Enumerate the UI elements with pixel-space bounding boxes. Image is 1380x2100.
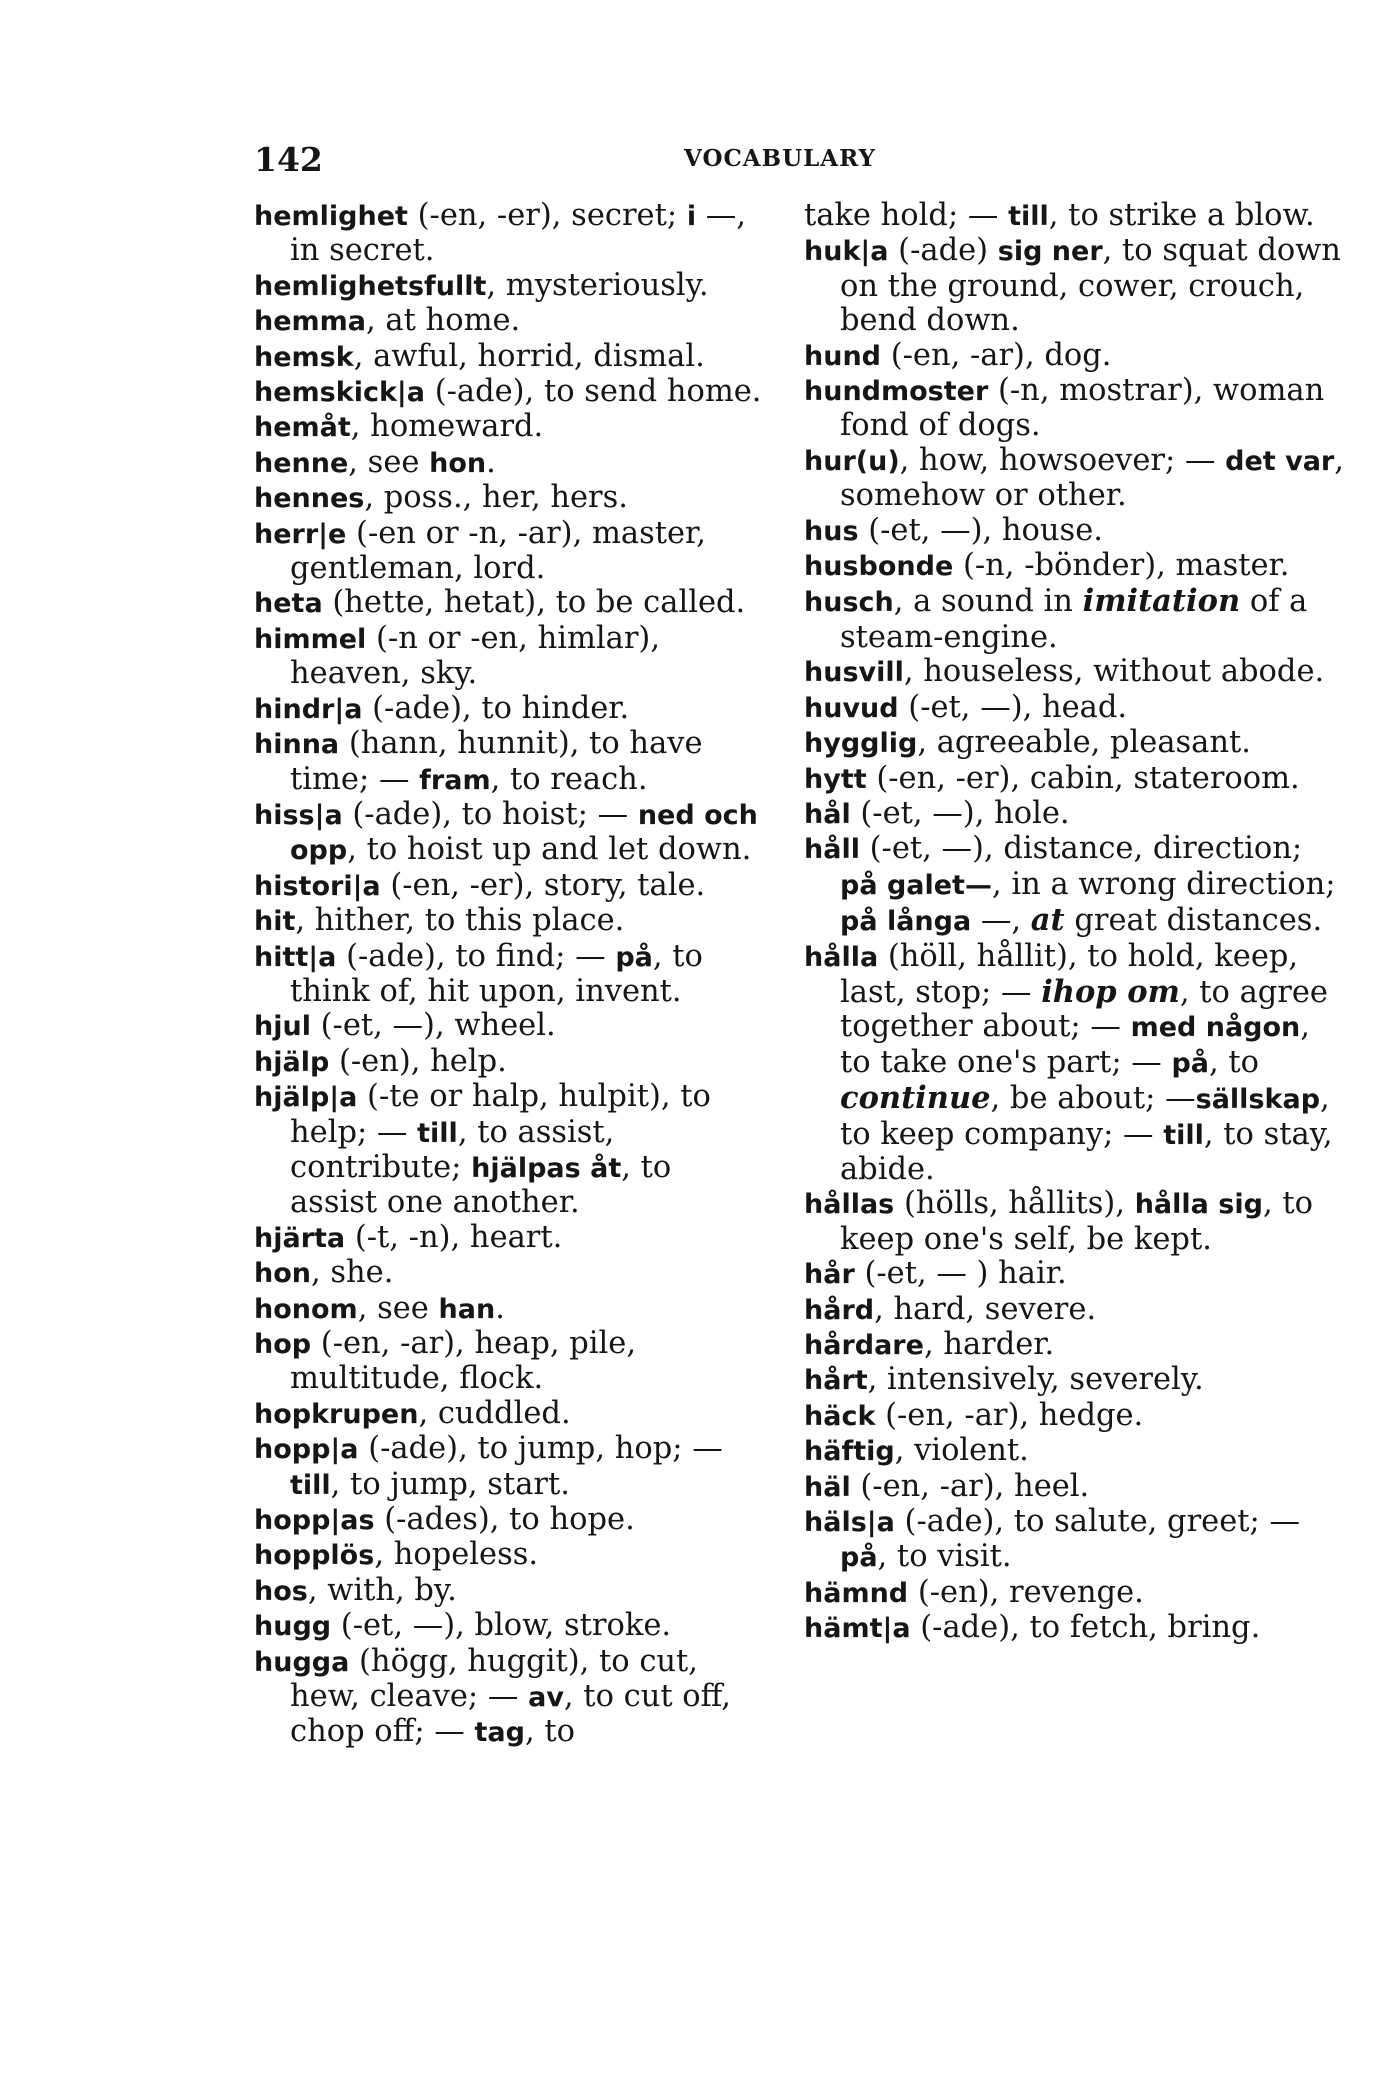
running-head: VOCABULARY [684,145,876,172]
definition-text: (hette, hetat), to be called. [322,585,746,621]
vocabulary-entry [804,444,1344,514]
vocabulary-entry [804,1187,1344,1257]
vocabulary-entry [254,199,766,269]
definition-text: , to assist one another. [290,1149,672,1221]
definition-text: (hann, hunnit), to have time; — [290,726,703,797]
vocabulary-entry [254,1397,766,1432]
definition-text: of a steam-engine. [840,584,1308,655]
headword: håll [804,834,860,866]
headword: heta [254,588,323,620]
definition-text: (-et, —), wheel. [310,1008,556,1044]
definition-text: (-et, —), hole. [850,795,1070,831]
vocabulary-entry [804,514,1344,549]
vocabulary-entry [254,869,766,904]
headword: hjälp [254,1046,330,1078]
headword: hjälp|a [254,1082,358,1114]
definition-text: , to [1209,1044,1260,1080]
definition-text: great distances. [1064,903,1323,939]
vocabulary-entry [804,691,1344,726]
headword: husch [804,587,894,619]
vocabulary-entry [254,586,766,621]
definition-text: (höll, hållit), to hold, keep, last, stop; — [840,938,1299,1010]
definition-text: (-n, -bönder), master. [953,548,1290,584]
vocabulary-entry [254,269,766,304]
vocabulary-entry [254,517,766,587]
vocabulary-entry [804,832,1344,939]
vocabulary-entry [804,234,1344,338]
vocabulary-entry [254,1292,766,1327]
vocabulary-entry [254,940,766,1010]
definition-text: , hither, to this place. [295,903,625,939]
headword: himmel [254,623,367,655]
headword: hopp|a [254,1434,359,1466]
definition-text: , mysteriously. [486,267,709,303]
headword: hitt|a [254,941,337,973]
vocabulary-entry [804,199,1344,234]
headword: hop [254,1329,312,1360]
vocabulary-entry [254,692,766,727]
definition-text: , to visit. [877,1539,1012,1575]
swedish-phrase: på [1171,1047,1210,1079]
definition-text: , to stay, abide. [840,1116,1333,1187]
definition-text: (-en, -er), secret; [407,198,687,233]
vocabulary-entry [254,1503,766,1538]
headword: hus [804,515,859,547]
vocabulary-entry [254,1432,766,1503]
definition-text: . [486,444,496,480]
headword: hund [804,340,881,372]
swedish-phrase: till [290,1469,331,1501]
italic-text: ihop om [1041,973,1180,1010]
vocabulary-entry [254,1327,766,1397]
vocabulary-entry [804,1257,1344,1292]
vocabulary-entry [254,727,766,798]
headword: huvud [804,692,899,724]
definition-text: , to take one's part; — [840,1009,1310,1080]
headword: hålla [804,941,879,973]
definition-text: , to squat down on the ground, cower, crouch, bend down. [840,233,1341,339]
headword: hon [254,1258,311,1290]
definition-text: , harder. [923,1327,1055,1362]
headword: hiss|a [254,799,343,831]
vocabulary-entry [804,1576,1344,1611]
swedish-phrase: till [417,1117,458,1149]
definition-text: , intensively, severely. [867,1362,1204,1398]
definition-text: , awful, horrid, dismal. [353,338,705,374]
headword: husbonde [804,551,954,583]
vocabulary-entry [254,1009,766,1044]
vocabulary-entry [804,1505,1344,1576]
definition-text: (-et, —), distance, direction; [859,831,1303,867]
page-number: 142 [254,140,323,179]
headword: hjul [254,1011,311,1043]
headword: husvill [804,657,904,689]
swedish-phrase: på [840,1542,878,1574]
page-header [254,140,1330,180]
definition-text: , to agree together about; — [840,974,1328,1045]
vocabulary-entry [254,1645,766,1751]
definition-text: (-en, -ar), dog. [881,337,1112,373]
vocabulary-entry [804,1434,1344,1469]
definition-text: , see [348,444,430,480]
italic-text: continue [840,1080,991,1117]
definition-text: (-ade), to salute, greet; — [894,1504,1300,1540]
headword: hårt [804,1365,868,1397]
vocabulary-entry [254,1045,766,1080]
definition-text: , poss., her, hers. [364,480,628,516]
vocabulary-entry [254,410,766,445]
vocabulary-entry [254,1538,766,1573]
vocabulary-entry [804,762,1344,797]
definition-text: (-te or halp, hulpit), to help; — [290,1079,711,1150]
definition-text: (-en, -er), cabin, stateroom. [866,760,1300,796]
vocabulary-entry [254,1609,766,1644]
headword: hemlighet [254,201,408,232]
definition-text: , cuddled. [418,1395,571,1431]
vocabulary-entry [254,1256,766,1291]
definition-text: , to keep one's self, be kept. [840,1186,1313,1257]
swedish-phrase: ned och opp [290,799,758,867]
vocabulary-entry [254,446,766,481]
vocabulary-entry [254,904,766,939]
definition-text: , homeward. [350,409,544,445]
swedish-phrase: hon [429,447,487,479]
definition-text: , hopeless. [374,1537,539,1573]
definition-text: (-et, —), blow, stroke. [331,1608,672,1644]
headword: häck [804,1400,876,1432]
vocabulary-entry [804,726,1344,761]
vocabulary-entry [804,1293,1344,1328]
vocabulary-entry [254,340,766,375]
definition-text: (-en or -n, -ar), master, gentleman, lord. [290,515,706,587]
definition-text: (-ade) [888,233,998,269]
definition-text: , hard, severe. [874,1291,1097,1327]
vocabulary-entry [254,1221,766,1256]
definition-text: , agreeable, pleasant. [917,725,1251,761]
headword: hårdare [804,1330,924,1361]
vocabulary-entry [254,798,766,869]
swedish-phrase: det var [1225,445,1335,477]
vocabulary-entry [804,374,1344,444]
headword: hur(u) [804,445,900,477]
headword: hemåt [254,412,351,444]
definition-text: take hold; — [804,198,1009,233]
swedish-phrase: till [1008,201,1049,232]
headword: häl [804,1471,851,1503]
headword: hemma [254,306,367,338]
definition-text: (-n, mostrar), woman fond of dogs. [840,373,1325,444]
definition-text: , in a wrong direction; [991,866,1336,902]
headword: hållas [804,1189,895,1221]
vocabulary-entry [804,797,1344,832]
vocabulary-entry [254,1080,766,1221]
vocabulary-entry [804,339,1344,374]
definition-text: , a sound in [893,584,1083,620]
definition-text: , to strike a blow. [1048,198,1315,233]
headword: huk|a [804,236,889,268]
definition-text: (-ades), to hope. [374,1502,635,1538]
vocabulary-entry [804,1328,1344,1363]
swedish-phrase: sällskap [1195,1084,1321,1116]
definition-text: (hölls, hållits), [894,1186,1135,1222]
definition-text: (-en), help. [329,1043,507,1079]
headword: hemsk [254,341,354,373]
vocabulary-entry [254,622,766,692]
definition-text: (-et, — ) hair. [854,1256,1067,1292]
headword: häftig [804,1436,895,1468]
definition-text: , be about; — [990,1081,1196,1117]
definition-text: —, [971,903,1031,939]
swedish-phrase: på långa [840,906,972,938]
definition-text: , to [524,1714,575,1750]
swedish-phrase: i [686,201,697,232]
headword: hygglig [804,728,918,760]
headword: hindr|a [254,693,363,725]
headword: honom [254,1293,358,1325]
headword: hit [254,906,296,938]
definition-text: , to think of, hit upon, invent. [290,938,703,1009]
definition-text: (-en, -ar), heel. [850,1468,1090,1504]
swedish-phrase: han [438,1293,496,1325]
definition-text: (högg, huggit), to cut, hew, cleave; — [290,1643,698,1715]
vocabulary-entry [804,1470,1344,1505]
definition-text: , with, by. [307,1572,457,1608]
headword: hinna [254,729,340,761]
definition-text: (-t, -n), heart. [345,1219,563,1255]
headword: häls|a [804,1507,895,1539]
headword: hugga [254,1646,350,1678]
vocabulary-entry [804,1399,1344,1434]
headword: hugg [254,1611,332,1643]
headword: hopplös [254,1540,375,1572]
swedish-phrase: hjälpas åt [471,1152,622,1184]
definition-text: , see [357,1290,439,1326]
definition-text: (-en, -ar), hedge. [875,1397,1144,1433]
swedish-phrase: på [615,941,653,973]
swedish-phrase: tag [474,1717,525,1749]
definition-text: , to keep company; — [840,1081,1330,1152]
definition-text: (-n or -en, himlar), heaven, sky. [290,620,661,692]
headword: herr|e [254,518,347,550]
vocabulary-entry [804,1611,1344,1646]
headword: hennes [254,483,365,515]
definition-text: , to assist, contribute; [290,1114,615,1185]
definition-text: (-en, -er), story, tale. [380,867,706,903]
italic-text: imitation [1082,583,1241,620]
definition-text: , she. [311,1255,394,1291]
vocabulary-entry [804,940,1344,1188]
headword: hjärta [254,1222,346,1254]
definition-text: (-ade), to hoist; — [342,796,638,832]
definition-text: (-ade), to find; — [336,938,616,974]
vocabulary-entry [254,375,766,410]
vocabulary-entry [804,584,1344,655]
vocabulary-entry [254,304,766,339]
italic-text: at [1030,902,1065,939]
headword: hål [804,798,851,830]
definition-text: , to reach. [490,761,648,797]
vocabulary-entry [804,1363,1344,1398]
headword: hämnd [804,1577,909,1609]
headword: hår [804,1259,855,1291]
swedish-phrase: på galet— [840,869,992,901]
definition-text: . [495,1290,505,1326]
vocabulary-entry [804,655,1344,690]
swedish-phrase: fram [419,764,491,796]
headword: henne [254,447,349,479]
definition-text: , at home. [366,303,521,339]
headword: hytt [804,763,867,795]
definition-text: (-ade), to jump, hop; — [358,1431,723,1467]
headword: hopp|as [254,1505,375,1537]
definition-text: , how, howsoever; — [899,442,1226,478]
headword: hämt|a [804,1613,911,1645]
definition-text: , to cut off, chop off; — [290,1679,731,1750]
definition-text: (-et, —), head. [898,689,1128,725]
left-column [254,199,766,1751]
definition-text: (-et, —), house. [858,512,1103,548]
definition-text: , violent. [894,1433,1029,1469]
headword: hopkrupen [254,1398,419,1430]
vocabulary-entry [254,1574,766,1609]
vocabulary-entry [254,481,766,516]
headword: hos [254,1575,308,1607]
swedish-phrase: sig ner [997,236,1103,268]
right-column [804,199,1344,1647]
headword: hemlighetsfullt [254,270,487,302]
swedish-phrase: hålla sig [1134,1189,1263,1221]
headword: hemskick|a [254,377,425,409]
definition-text: —, in secret. [290,198,746,269]
headword: hård [804,1294,875,1326]
definition-text: (-ade), to hinder. [362,690,630,726]
headword: histori|a [254,870,381,902]
swedish-phrase: av [528,1682,564,1714]
vocabulary-entry [804,549,1344,584]
definition-text: , to hoist up and let down. [347,832,752,868]
definition-text: (-ade), to send home. [425,374,762,410]
definition-text: (-en, -ar), heap, pile, multitude, flock. [290,1326,637,1397]
definition-text: (-en), revenge. [908,1574,1144,1610]
swedish-phrase: till [1163,1119,1204,1151]
headword: hundmoster [804,376,989,408]
definition-text: , to jump, start. [330,1466,570,1502]
definition-text: (-ade), to fetch, bring. [910,1610,1261,1646]
definition-text: , houseless, without abode. [903,654,1325,690]
swedish-phrase: med någon [1130,1012,1301,1044]
definition-text: , somehow or other. [840,442,1344,514]
